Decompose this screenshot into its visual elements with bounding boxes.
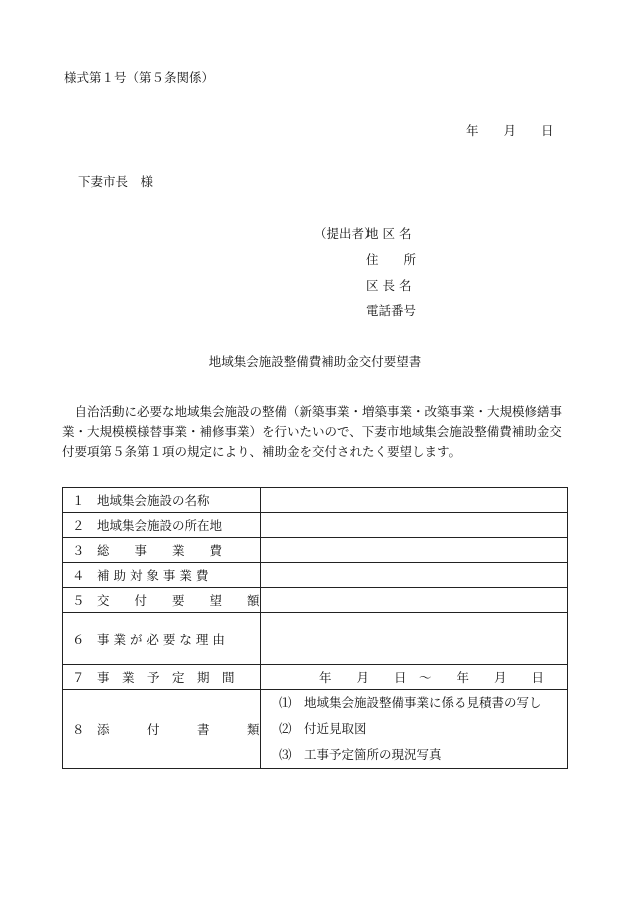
row-label: ２ 地域集会施設の所在地 — [63, 513, 261, 538]
body-paragraph — [62, 402, 570, 462]
addressee: 下妻市長 様 — [78, 174, 154, 189]
row-label: １ 地域集会施設の名称 — [63, 488, 261, 513]
facility-name-cell[interactable] — [261, 488, 568, 513]
submitter-label: （提出者） — [314, 226, 377, 241]
table-row — [63, 563, 568, 588]
field-district-name: 地 区 名 — [366, 226, 412, 241]
request-form-table — [62, 487, 568, 769]
row-label: ３ 総 事 業 費 — [63, 538, 261, 563]
row-label: ７ 事 業 予 定 期 間 — [63, 665, 261, 690]
table-row — [63, 488, 568, 513]
requested-amount-cell[interactable] — [261, 588, 568, 613]
field-chief-name: 区 長 名 — [366, 278, 412, 293]
table-row — [63, 613, 568, 665]
document-title: 地域集会施設整備費補助金交付要望書 — [208, 354, 422, 369]
table-row — [63, 690, 568, 769]
row-label: ６ 事 業 が 必 要 な 理 由 — [63, 613, 261, 665]
row-label: ５ 交 付 要 望 額 — [63, 588, 261, 613]
total-cost-cell[interactable] — [261, 538, 568, 563]
body-line-3: 付要項第５条第１項の規定により、補助金を交付されたく要望します。 — [62, 444, 462, 459]
table-row — [63, 665, 568, 690]
eligible-cost-cell[interactable] — [261, 563, 568, 588]
attachment-item: ⑴ 地域集会施設整備事業に係る見積書の写し — [279, 695, 542, 710]
attachments-cell — [261, 690, 568, 769]
facility-location-cell[interactable] — [261, 513, 568, 538]
field-phone: 電話番号 — [366, 303, 417, 318]
attachment-item: ⑵ 付近見取図 — [279, 721, 367, 736]
body-line-2: 業・大規模模様替事業・補修事業）を行いたいので、下妻市地域集会施設整備費補助金交 — [62, 424, 562, 439]
body-line-1: 自治活動に必要な地域集会施設の整備（新築事業・増築事業・改築事業・大規模修繕事 — [62, 404, 563, 419]
table-row — [63, 513, 568, 538]
row-label: ８ 添 付 書 類 — [63, 690, 261, 769]
table-row — [63, 588, 568, 613]
attachment-item: ⑶ 工事予定箇所の現況写真 — [279, 747, 442, 762]
schedule-period-cell[interactable]: 年 月 日 ～ 年 月 日 — [261, 665, 568, 690]
field-address: 住 所 — [366, 252, 417, 267]
date-line: 年 月 日 — [466, 123, 554, 138]
row-label: ４ 補 助 対 象 事 業 費 — [63, 563, 261, 588]
table-row — [63, 538, 568, 563]
reason-cell[interactable] — [261, 613, 568, 665]
form-number: 様式第１号（第５条関係） — [64, 70, 215, 85]
